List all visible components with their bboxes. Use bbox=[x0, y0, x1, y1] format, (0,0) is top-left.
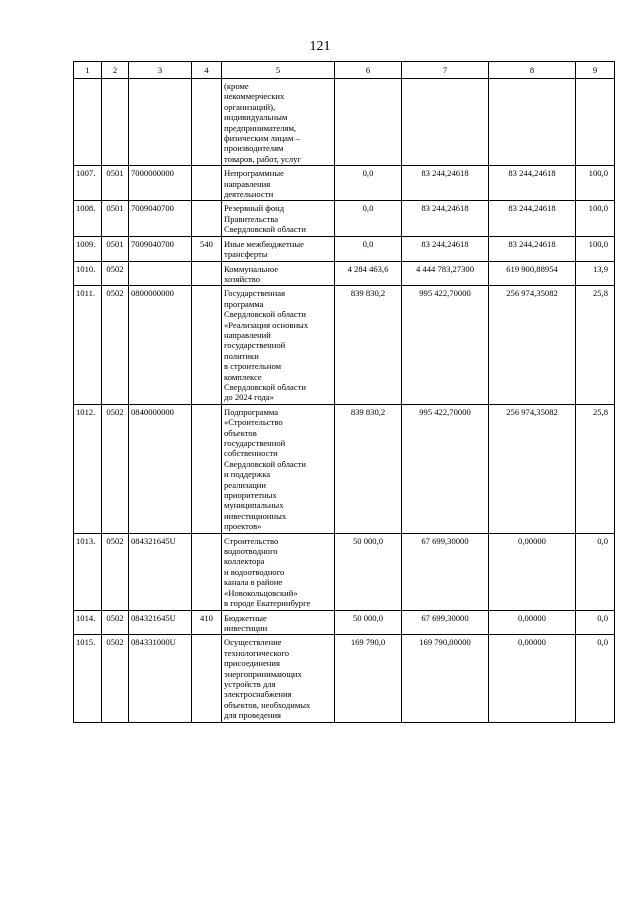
item-name-cell: (кроме некоммерческих организаций), индивидуальным предпринимателям, физическим лицам – производителям товаров, работ, услуг bbox=[222, 79, 335, 166]
table-row bbox=[74, 635, 615, 722]
item-name-cell: Осуществление технологического присоединения энергопринимающих устройств для электроснабжения объектов, необходимых для проведения bbox=[222, 635, 335, 722]
row-number-cell: 1012. bbox=[74, 404, 102, 533]
column-header: 7 bbox=[402, 62, 489, 79]
table-row bbox=[74, 286, 615, 404]
execution-percent-cell: 25,8 bbox=[576, 286, 615, 404]
approved-amount-cell bbox=[335, 79, 402, 166]
executed-amount-cell: 619 900,88954 bbox=[489, 261, 576, 286]
item-name-cell: Иные межбюджетные трансферты bbox=[222, 236, 335, 261]
executed-amount-cell: 0,00000 bbox=[489, 610, 576, 635]
section-code-cell: 0501 bbox=[102, 201, 129, 236]
table-row bbox=[74, 236, 615, 261]
approved-amount-cell: 0,0 bbox=[335, 236, 402, 261]
approved-amount-cell: 839 830,2 bbox=[335, 286, 402, 404]
expense-type-code-cell bbox=[192, 79, 222, 166]
table-row bbox=[74, 79, 615, 166]
row-number-cell bbox=[74, 79, 102, 166]
execution-percent-cell: 100,0 bbox=[576, 236, 615, 261]
section-code-cell: 0502 bbox=[102, 610, 129, 635]
section-code-cell: 0502 bbox=[102, 261, 129, 286]
executed-amount-cell: 0,00000 bbox=[489, 533, 576, 610]
item-name-cell: Непрограммные направления деятельности bbox=[222, 166, 335, 201]
target-article-code-cell: 0800000000 bbox=[129, 286, 192, 404]
executed-amount-cell: 256 974,35082 bbox=[489, 286, 576, 404]
executed-amount-cell: 256 974,35082 bbox=[489, 404, 576, 533]
expense-type-code-cell: 410 bbox=[192, 610, 222, 635]
executed-amount-cell bbox=[489, 79, 576, 166]
budget-allocation-cell: 995 422,70000 bbox=[402, 404, 489, 533]
column-header: 5 bbox=[222, 62, 335, 79]
section-code-cell: 0501 bbox=[102, 166, 129, 201]
table-header-row bbox=[74, 62, 615, 79]
execution-percent-cell: 100,0 bbox=[576, 166, 615, 201]
execution-percent-cell: 25,8 bbox=[576, 404, 615, 533]
row-number-cell: 1010. bbox=[74, 261, 102, 286]
target-article-code-cell: 084321645U bbox=[129, 610, 192, 635]
item-name-cell: Бюджетные инвестиции bbox=[222, 610, 335, 635]
budget-allocation-cell: 169 790,00000 bbox=[402, 635, 489, 722]
row-number-cell: 1013. bbox=[74, 533, 102, 610]
expense-type-code-cell bbox=[192, 286, 222, 404]
expense-type-code-cell bbox=[192, 166, 222, 201]
table-row bbox=[74, 404, 615, 533]
execution-percent-cell: 0,0 bbox=[576, 533, 615, 610]
execution-percent-cell: 0,0 bbox=[576, 635, 615, 722]
target-article-code-cell: 7009040700 bbox=[129, 201, 192, 236]
approved-amount-cell: 0,0 bbox=[335, 201, 402, 236]
target-article-code-cell: 084331000U bbox=[129, 635, 192, 722]
section-code-cell: 0502 bbox=[102, 404, 129, 533]
budget-allocation-cell: 67 699,30000 bbox=[402, 533, 489, 610]
row-number-cell: 1015. bbox=[74, 635, 102, 722]
target-article-code-cell: 7000000000 bbox=[129, 166, 192, 201]
section-code-cell: 0502 bbox=[102, 286, 129, 404]
execution-percent-cell: 100,0 bbox=[576, 201, 615, 236]
expense-type-code-cell: 540 bbox=[192, 236, 222, 261]
target-article-code-cell bbox=[129, 261, 192, 286]
column-header: 6 bbox=[335, 62, 402, 79]
target-article-code-cell: 084321645U bbox=[129, 533, 192, 610]
section-code-cell: 0502 bbox=[102, 533, 129, 610]
table-row bbox=[74, 533, 615, 610]
column-header: 8 bbox=[489, 62, 576, 79]
section-code-cell: 0502 bbox=[102, 635, 129, 722]
table-row bbox=[74, 261, 615, 286]
row-number-cell: 1011. bbox=[74, 286, 102, 404]
budget-allocation-cell: 83 244,24618 bbox=[402, 236, 489, 261]
budget-table bbox=[73, 61, 615, 723]
item-name-cell: Подпрограмма «Строительство объектов государственной собственности Свердловской области и поддержка реализации приоритетных муниципальных инвестиционных проектов» bbox=[222, 404, 335, 533]
executed-amount-cell: 83 244,24618 bbox=[489, 236, 576, 261]
approved-amount-cell: 4 284 463,6 bbox=[335, 261, 402, 286]
row-number-cell: 1008. bbox=[74, 201, 102, 236]
expense-type-code-cell bbox=[192, 635, 222, 722]
row-number-cell: 1009. bbox=[74, 236, 102, 261]
row-number-cell: 1007. bbox=[74, 166, 102, 201]
execution-percent-cell bbox=[576, 79, 615, 166]
page-number: 121 bbox=[309, 39, 331, 54]
item-name-cell: Резервный фонд Правительства Свердловской области bbox=[222, 201, 335, 236]
expense-type-code-cell bbox=[192, 533, 222, 610]
budget-allocation-cell: 995 422,70000 bbox=[402, 286, 489, 404]
budget-allocation-cell: 83 244,24618 bbox=[402, 201, 489, 236]
approved-amount-cell: 50 000,0 bbox=[335, 533, 402, 610]
approved-amount-cell: 839 830,2 bbox=[335, 404, 402, 533]
table-row bbox=[74, 166, 615, 201]
column-header: 3 bbox=[129, 62, 192, 79]
column-header: 2 bbox=[102, 62, 129, 79]
budget-allocation-cell: 83 244,24618 bbox=[402, 166, 489, 201]
row-number-cell: 1014. bbox=[74, 610, 102, 635]
budget-allocation-cell: 67 699,30000 bbox=[402, 610, 489, 635]
execution-percent-cell: 13,9 bbox=[576, 261, 615, 286]
expense-type-code-cell bbox=[192, 261, 222, 286]
budget-allocation-cell: 4 444 783,27300 bbox=[402, 261, 489, 286]
execution-percent-cell: 0,0 bbox=[576, 610, 615, 635]
column-header: 1 bbox=[74, 62, 102, 79]
section-code-cell: 0501 bbox=[102, 236, 129, 261]
target-article-code-cell bbox=[129, 79, 192, 166]
column-header: 4 bbox=[192, 62, 222, 79]
column-header: 9 bbox=[576, 62, 615, 79]
target-article-code-cell: 7009040700 bbox=[129, 236, 192, 261]
item-name-cell: Строительство водоотводного коллектора и водоотводного канала в районе «Новокольцовский» в городе Екатеринбурге bbox=[222, 533, 335, 610]
section-code-cell bbox=[102, 79, 129, 166]
expense-type-code-cell bbox=[192, 201, 222, 236]
table-row bbox=[74, 201, 615, 236]
budget-allocation-cell bbox=[402, 79, 489, 166]
executed-amount-cell: 0,00000 bbox=[489, 635, 576, 722]
item-name-cell: Государственная программа Свердловской области «Реализация основных направлений государственной политики в строительном комплексе Свердловской области до 2024 года» bbox=[222, 286, 335, 404]
approved-amount-cell: 0,0 bbox=[335, 166, 402, 201]
approved-amount-cell: 169 790,0 bbox=[335, 635, 402, 722]
approved-amount-cell: 50 000,0 bbox=[335, 610, 402, 635]
table-row bbox=[74, 610, 615, 635]
target-article-code-cell: 0840000000 bbox=[129, 404, 192, 533]
item-name-cell: Коммунальное хозяйство bbox=[222, 261, 335, 286]
executed-amount-cell: 83 244,24618 bbox=[489, 201, 576, 236]
expense-type-code-cell bbox=[192, 404, 222, 533]
executed-amount-cell: 83 244,24618 bbox=[489, 166, 576, 201]
